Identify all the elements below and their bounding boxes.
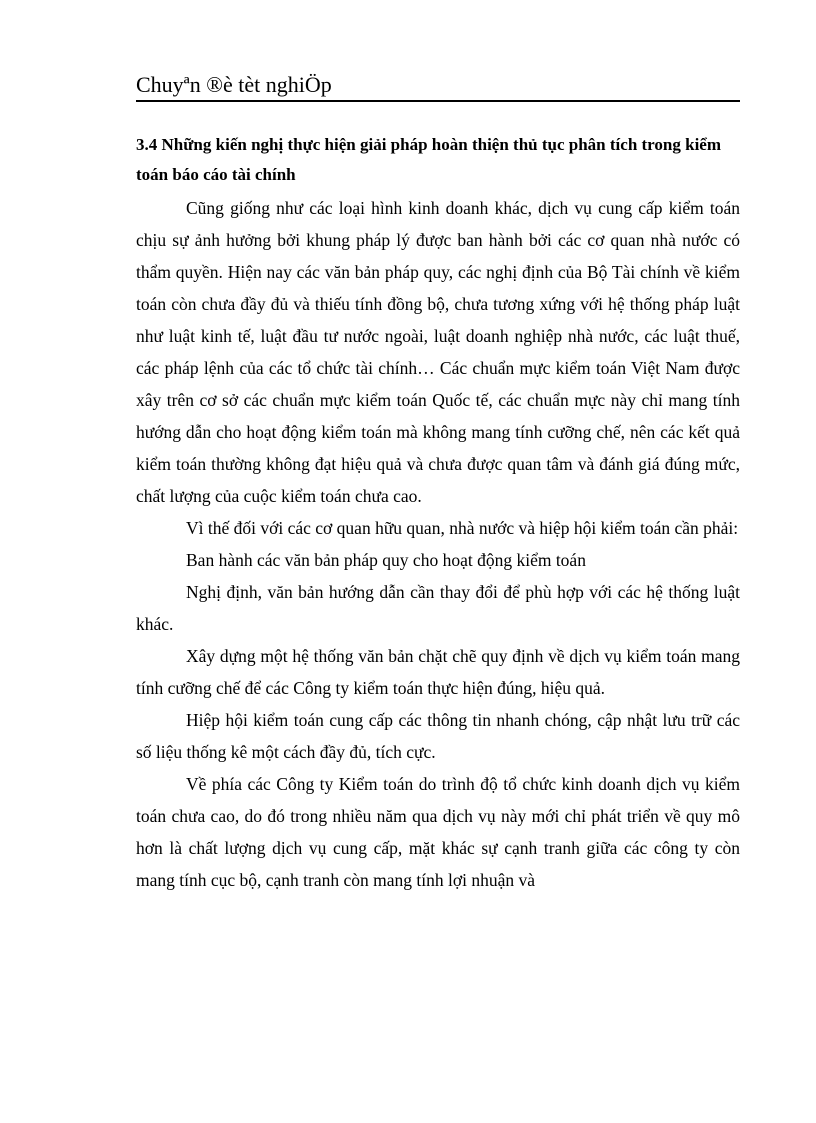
page-header: [136, 70, 740, 102]
paragraph: Nghị định, văn bản hướng dẫn cần thay đổi để phù hợp với các hệ thống luật khác.: [136, 582, 740, 634]
paragraph: Về phía các Công ty Kiểm toán do trình độ tổ chức kinh doanh dịch vụ kiểm toán chưa cao, do đó trong nhiều năm qua dịch vụ này mới chỉ phát triển về quy mô hơn là chất lượng dịch vụ cung cấp, mặt khác sự cạnh tranh giữa các công ty còn mang tính cục bộ, cạnh tranh còn mang tính lợi nhuận và: [136, 774, 740, 890]
paragraph: Hiệp hội kiểm toán cung cấp các thông tin nhanh chóng, cập nhật lưu trữ các số liệu thống kê một cách đầy đủ, tích cực.: [136, 710, 740, 762]
paragraph: Vì thế đối với các cơ quan hữu quan, nhà nước và hiệp hội kiểm toán cần phải:: [186, 518, 739, 538]
paragraph: Xây dựng một hệ thống văn bản chặt chẽ quy định về dịch vụ kiểm toán mang tính cưỡng chế để các Công ty kiểm toán thực hiện đúng, hiệu quả.: [136, 646, 740, 698]
document-body: [136, 130, 740, 896]
paragraph: Ban hành các văn bản pháp quy cho hoạt động kiểm toán: [186, 550, 586, 570]
section-heading: 3.4 Những kiến nghị thực hiện giải pháp hoàn thiện thủ tục phân tích trong kiểm toán báo cáo tài chính: [136, 135, 722, 184]
header-title: Chuyªn ®è tèt nghiÖp: [136, 72, 332, 97]
paragraph: Cũng giống như các loại hình kinh doanh khác, dịch vụ cung cấp kiểm toán chịu sự ảnh hưởng bởi khung pháp lý được ban hành bởi các cơ quan nhà nước có thẩm quyền. Hiện nay các văn bản pháp quy, các nghị định của Bộ Tài chính về kiểm toán còn chưa đầy đủ và thiếu tính đồng bộ, chưa tương xứng với hệ thống pháp luật như luật kinh tế, luật đầu tư nước ngoài, luật doanh nghiệp nhà nước, các luật thuế, các pháp lệnh của các tổ chức tài chính… Các chuẩn mực kiểm toán Việt Nam được xây trên cơ sở các chuẩn mực kiểm toán Quốc tế, các chuẩn mực này chỉ mang tính hướng dẫn cho hoạt động kiểm toán mà không mang tính cưỡng chế, nên các kết quả kiểm toán thường không đạt hiệu quả và chưa được quan tâm và đánh giá đúng mức, chất lượng của cuộc kiểm toán chưa cao.: [136, 198, 740, 506]
